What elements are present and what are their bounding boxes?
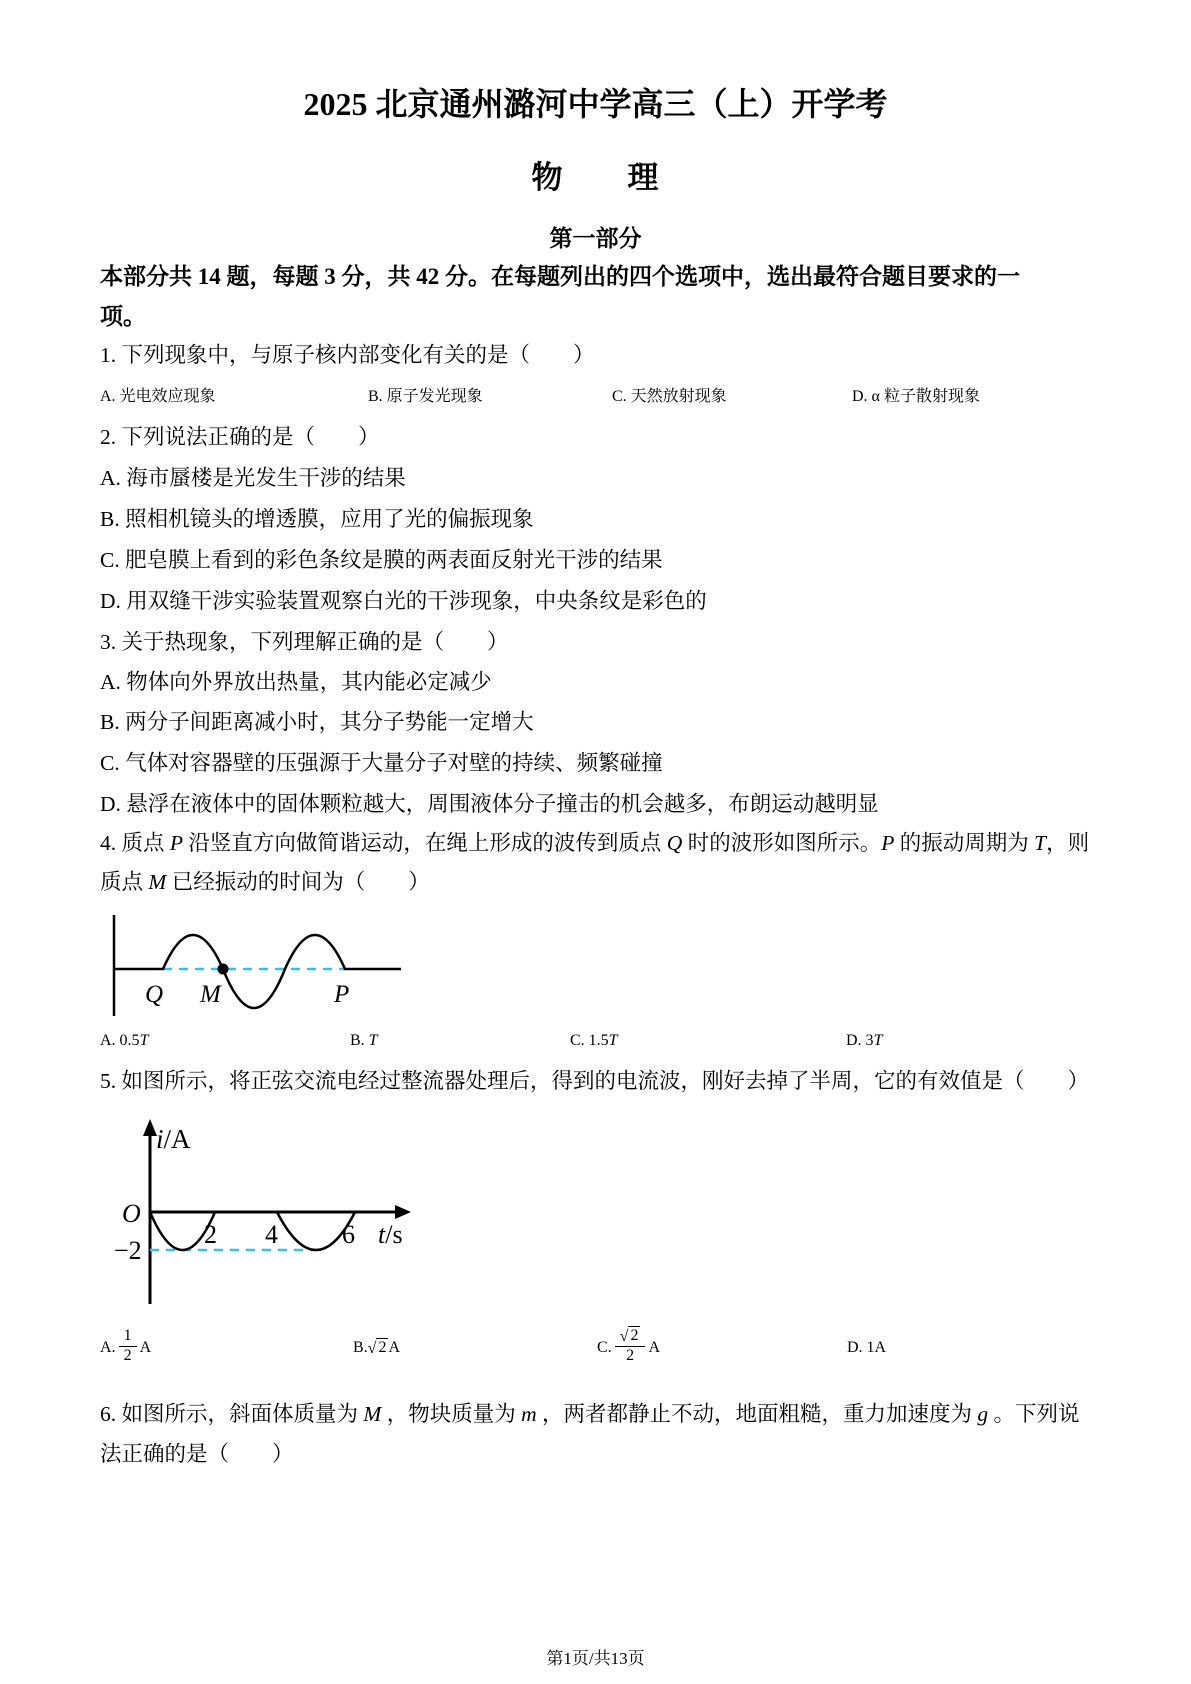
instructions-line-1: 本部分共 14 题，每题 3 分，共 42 分。在每题列出的四个选项中，选出最符合题目要求的一 xyxy=(100,264,1020,289)
q1-option-a: A. 光电效应现象 xyxy=(100,388,216,405)
tick-4: 4 xyxy=(265,1220,278,1249)
q5-current-figure xyxy=(108,1118,453,1315)
q2-option-b: B. 照相机镜头的增透膜，应用了光的偏振现象 xyxy=(100,507,534,531)
tick-neg2: −2 xyxy=(114,1236,142,1265)
q1-option-d: D. α 粒子散射现象 xyxy=(852,388,980,405)
q1-option-b: B. 原子发光现象 xyxy=(368,388,483,405)
y-axis-arrow xyxy=(143,1119,157,1136)
instructions-line-2: 项。 xyxy=(100,304,146,329)
q5-option-d: D. 1A xyxy=(847,1339,887,1356)
current-waveform xyxy=(150,1212,355,1250)
q3-stem: 3. 关于热现象，下列理解正确的是（ ） xyxy=(100,630,509,654)
q1-option-c: C. 天然放射现象 xyxy=(612,388,727,405)
q3-option-b: B. 两分子间距离减小时，其分子势能一定增大 xyxy=(100,710,534,734)
q4-stem-line-1: 4. 质点 P 沿竖直方向做简谐运动，在绳上形成的波传到质点 Q 时的波形如图所示。P 的振动周期为 T，则 xyxy=(100,831,1090,855)
wave-label-q: Q xyxy=(145,981,164,1008)
q4-stem-line-2: 质点 M 已经振动的时间为（ ） xyxy=(100,870,430,894)
q2-stem: 2. 下列说法正确的是（ ） xyxy=(100,425,380,449)
q3-option-a: A. 物体向外界放出热量，其内能必定减少 xyxy=(100,670,492,694)
q5-option-c: C. $\frac{√ 2}{2}$ A xyxy=(597,1326,661,1364)
q3-option-c: C. 气体对容器壁的压强源于大量分子对壁的持续、频繁碰撞 xyxy=(100,751,663,775)
q5-stem: 5. 如图所示，将正弦交流电经过整流器处理后，得到的电流波，刚好去掉了半周，它的有效值是（ ） xyxy=(100,1069,1090,1093)
q6-stem-line-2: 法正确的是（ ） xyxy=(100,1442,294,1466)
q3-option-d: D. 悬浮在液体中的固体颗粒越大，周围液体分子撞击的机会越多，布朗运动越明显 xyxy=(100,792,879,816)
q5-options-row xyxy=(100,1316,1160,1380)
x-axis-label: t/s xyxy=(378,1220,403,1249)
tick-6: 6 xyxy=(342,1220,355,1249)
q1-options-row xyxy=(100,383,1160,417)
subject-title: 物 理 xyxy=(531,160,660,195)
q4-options-row xyxy=(100,1032,1160,1066)
y-axis-label: i/A xyxy=(156,1124,191,1154)
footer-page-number: 第1页/共13页 xyxy=(546,1649,645,1668)
q4-option-a: A. 0.5T xyxy=(100,1032,149,1049)
q4-option-b: B. T xyxy=(350,1032,378,1049)
wave-label-p: P xyxy=(334,981,350,1008)
section-heading: 第一部分 xyxy=(549,226,642,251)
wave-label-m: M xyxy=(200,981,221,1008)
wave-figure-svg xyxy=(98,912,408,1024)
q4-option-c: C. 1.5T xyxy=(570,1032,618,1049)
q2-option-c: C. 肥皂膜上看到的彩色条纹是膜的两表面反射光干涉的结果 xyxy=(100,548,663,572)
point-m-dot xyxy=(218,964,229,975)
q6-stem-line-1: 6. 如图所示，斜面体质量为 M ，物块质量为 m ，两者都静止不动，地面粗糙，重力加速度为 g 。下列说 xyxy=(100,1402,1080,1426)
q1-stem: 1. 下列现象中，与原子核内部变化有关的是（ ） xyxy=(100,343,595,367)
exam-title: 2025 北京通州潞河中学高三（上）开学考 xyxy=(303,86,888,122)
q4-wave-figure xyxy=(98,912,408,1029)
origin-label: O xyxy=(122,1199,141,1228)
q2-option-a: A. 海市蜃楼是光发生干涉的结果 xyxy=(100,466,406,490)
q5-option-b: B. √ 2 A xyxy=(353,1339,401,1357)
x-axis-arrow xyxy=(395,1205,411,1219)
q5-option-a: A. $\frac{1}{2}$ A xyxy=(100,1326,152,1364)
q2-option-d: D. 用双缝干涉实验装置观察白光的干涉现象，中央条纹是彩色的 xyxy=(100,589,707,613)
q4-option-d: D. 3T xyxy=(846,1032,883,1049)
current-figure-svg xyxy=(108,1118,453,1310)
tick-2: 2 xyxy=(204,1220,217,1249)
